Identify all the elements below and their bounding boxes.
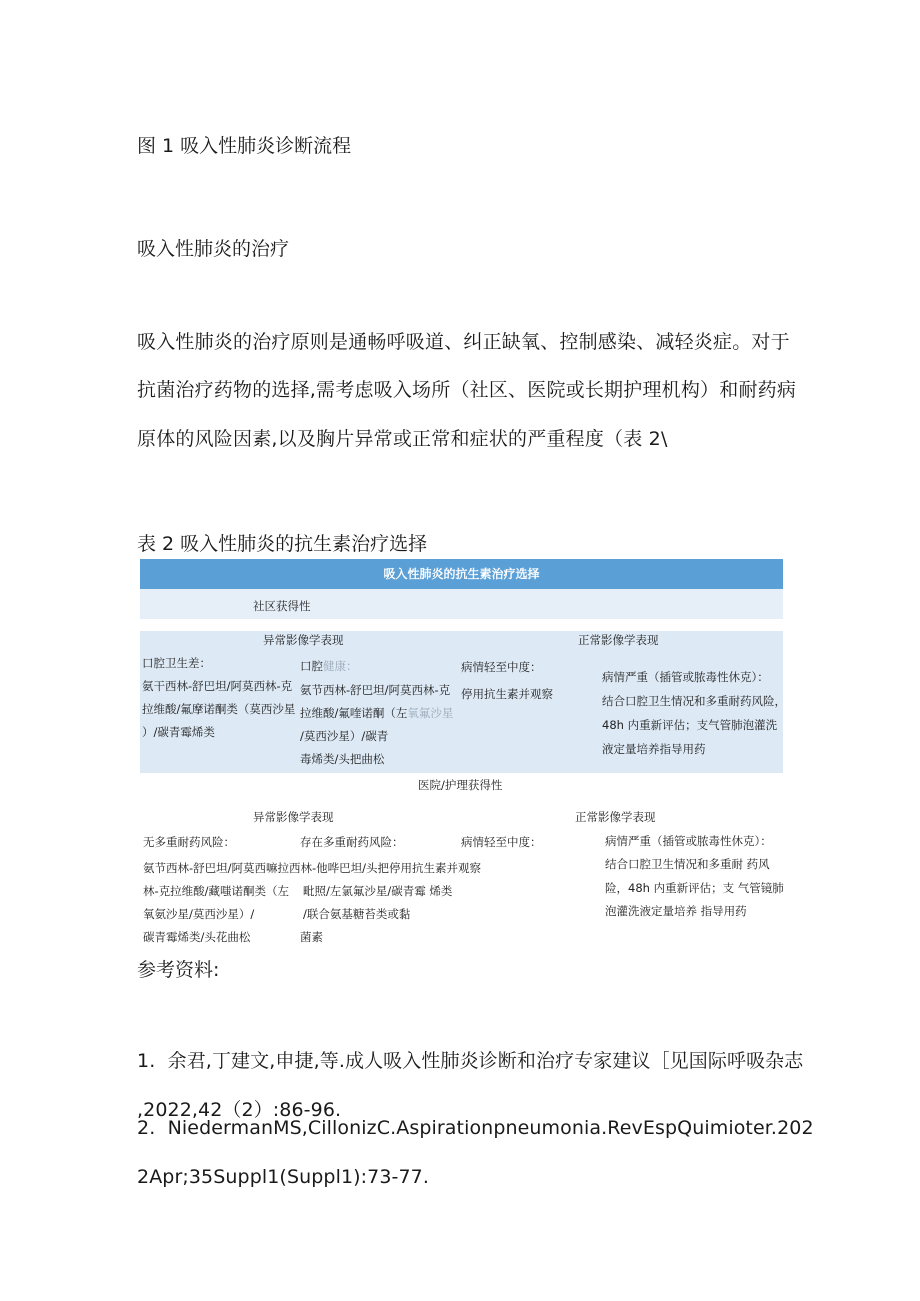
hospital-col2-header: 存在多重耐药风险： [300, 835, 404, 849]
community-col1-line: 拉维酸/氟摩诺酮类（莫西沙星 [142, 702, 296, 716]
hospital-col4-line: 险，48h 内重新评估；支 气管镜肺 [605, 881, 784, 895]
community-col3-line: 停用抗生素并观察 [461, 687, 553, 701]
hospital-col4-line: 结合口腔卫生情况和多重耐 药风 [605, 857, 770, 871]
reference-1-line1 [137, 1046, 803, 1073]
community-col4-line: 病情严重（插管或脓毒性休克）： [602, 670, 769, 684]
hospital-abnormal-header: 异常影像学表现 [253, 810, 334, 824]
hospital-col2-line: /联合氨基糖苔类或黏 [303, 907, 411, 921]
community-col2-line [300, 705, 453, 721]
hospital-col4-line: 病情严重（插管或脓毒性休克）： [605, 834, 772, 848]
hospital-col1-line: 林-克拉维酸/藏嗤诺酮类（左 [143, 884, 290, 898]
table-caption: 表 2 吸入性肺炎的抗生素治疗选择 [137, 533, 428, 555]
community-col4-line: 结合口腔卫生情况和多重耐药风险， [602, 694, 786, 708]
community-col4-line: 48h 内重新评估；支气管肺泡灌洗 [602, 718, 778, 732]
community-col2-first-b: 健康： [323, 659, 358, 673]
hospital-label: 医院/护理获得性 [418, 778, 503, 792]
paragraph-line: 原体的风险因素,以及胸片异常或正常和症状的严重程度（表 2\ [137, 428, 668, 450]
hospital-normal-header: 正常影像学表现 [575, 810, 656, 824]
reference-text: 余君,丁建文,申捷,等.成人吸入性肺炎诊断和治疗专家建议［见国际呼吸杂志 [167, 1050, 804, 1072]
community-abnormal-header: 异常影像学表现 [263, 633, 344, 647]
community-band [140, 589, 783, 619]
community-col1-line: ）/碳青霉烯类 [142, 725, 215, 739]
community-col2-first [300, 658, 358, 674]
hospital-col1-line: 碳青霉烯类/头花曲松 [143, 930, 251, 944]
figure-caption: 图 1 吸入性肺炎诊断流程 [137, 135, 352, 157]
reference-text: NiedermanMS,CillonizC.Aspirationpneumonia.RevEspQuimioter.202 [167, 1117, 814, 1139]
antibiotic-table [140, 559, 786, 773]
paragraph-line: 吸入性肺炎的治疗原则是通畅呼吸道、纠正缺氧、控制感染、减轻炎症。对于 [137, 331, 790, 353]
reference-2-line2: 2Apr;35Suppl1(Suppl1):73-77. [137, 1166, 429, 1188]
hospital-col1-header: 无多重耐药风险： [143, 835, 235, 849]
hospital-col1-line: 氧氨沙星/莫西沙星）/ [143, 907, 255, 921]
hospital-row1: 氨节西林-舒巴坦/阿莫西嘛拉西林-他哗巴坦/头把停用抗生素并观察 [143, 861, 482, 875]
hospital-col4-line: 泡灌洗液定量培养 指导用药 [605, 904, 747, 918]
hospital-col3-header: 病情轻至中度： [461, 835, 542, 849]
community-col4-line: 液定量培养指导用药 [602, 742, 706, 756]
paragraph-line: 抗菌治疗药物的选择,需考虑吸入场所（社区、医院或长期护理机构）和耐药病 [137, 379, 797, 401]
hospital-col2-line: 菌素 [300, 930, 323, 944]
references-title: 参考资料: [137, 959, 220, 981]
community-col2-line-b: 氧氟沙星 [407, 706, 454, 720]
community-col2-line: 毒烯类/头把曲松 [300, 752, 385, 766]
community-col2-line-a: 拉维酸/氟喹诺酮（左 [300, 706, 408, 720]
blank-row [140, 619, 783, 631]
reference-2-line1 [137, 1117, 814, 1139]
hospital-col2-line: 毗照/左氯氟沙星/碳青霉 烯类 [303, 884, 453, 898]
community-col2-line: 氨节西林-舒巴坦/阿莫西林-克 [300, 683, 451, 697]
table-title: 吸入性肺炎的抗生素治疗选择 [140, 559, 783, 589]
community-col3-line: 病情轻至中度： [461, 660, 542, 674]
community-normal-header: 正常影像学表现 [578, 633, 659, 647]
community-label: 社区获得性 [253, 599, 311, 613]
community-col1-line: 氨干西林-舒巴坦/阿莫西林-克 [142, 679, 293, 693]
reference-number: 2. [137, 1117, 156, 1139]
community-col2-line: /莫西沙星）/碳青 [300, 729, 389, 743]
section-title: 吸入性肺炎的治疗 [137, 238, 290, 260]
reference-number: 1. [137, 1050, 156, 1072]
community-col1-line: 口腔卫生差： [142, 656, 211, 670]
reference-1-line2: ,2022,42（2）:86-96. [137, 1099, 342, 1121]
community-col2-first-a: 口腔 [300, 659, 323, 673]
